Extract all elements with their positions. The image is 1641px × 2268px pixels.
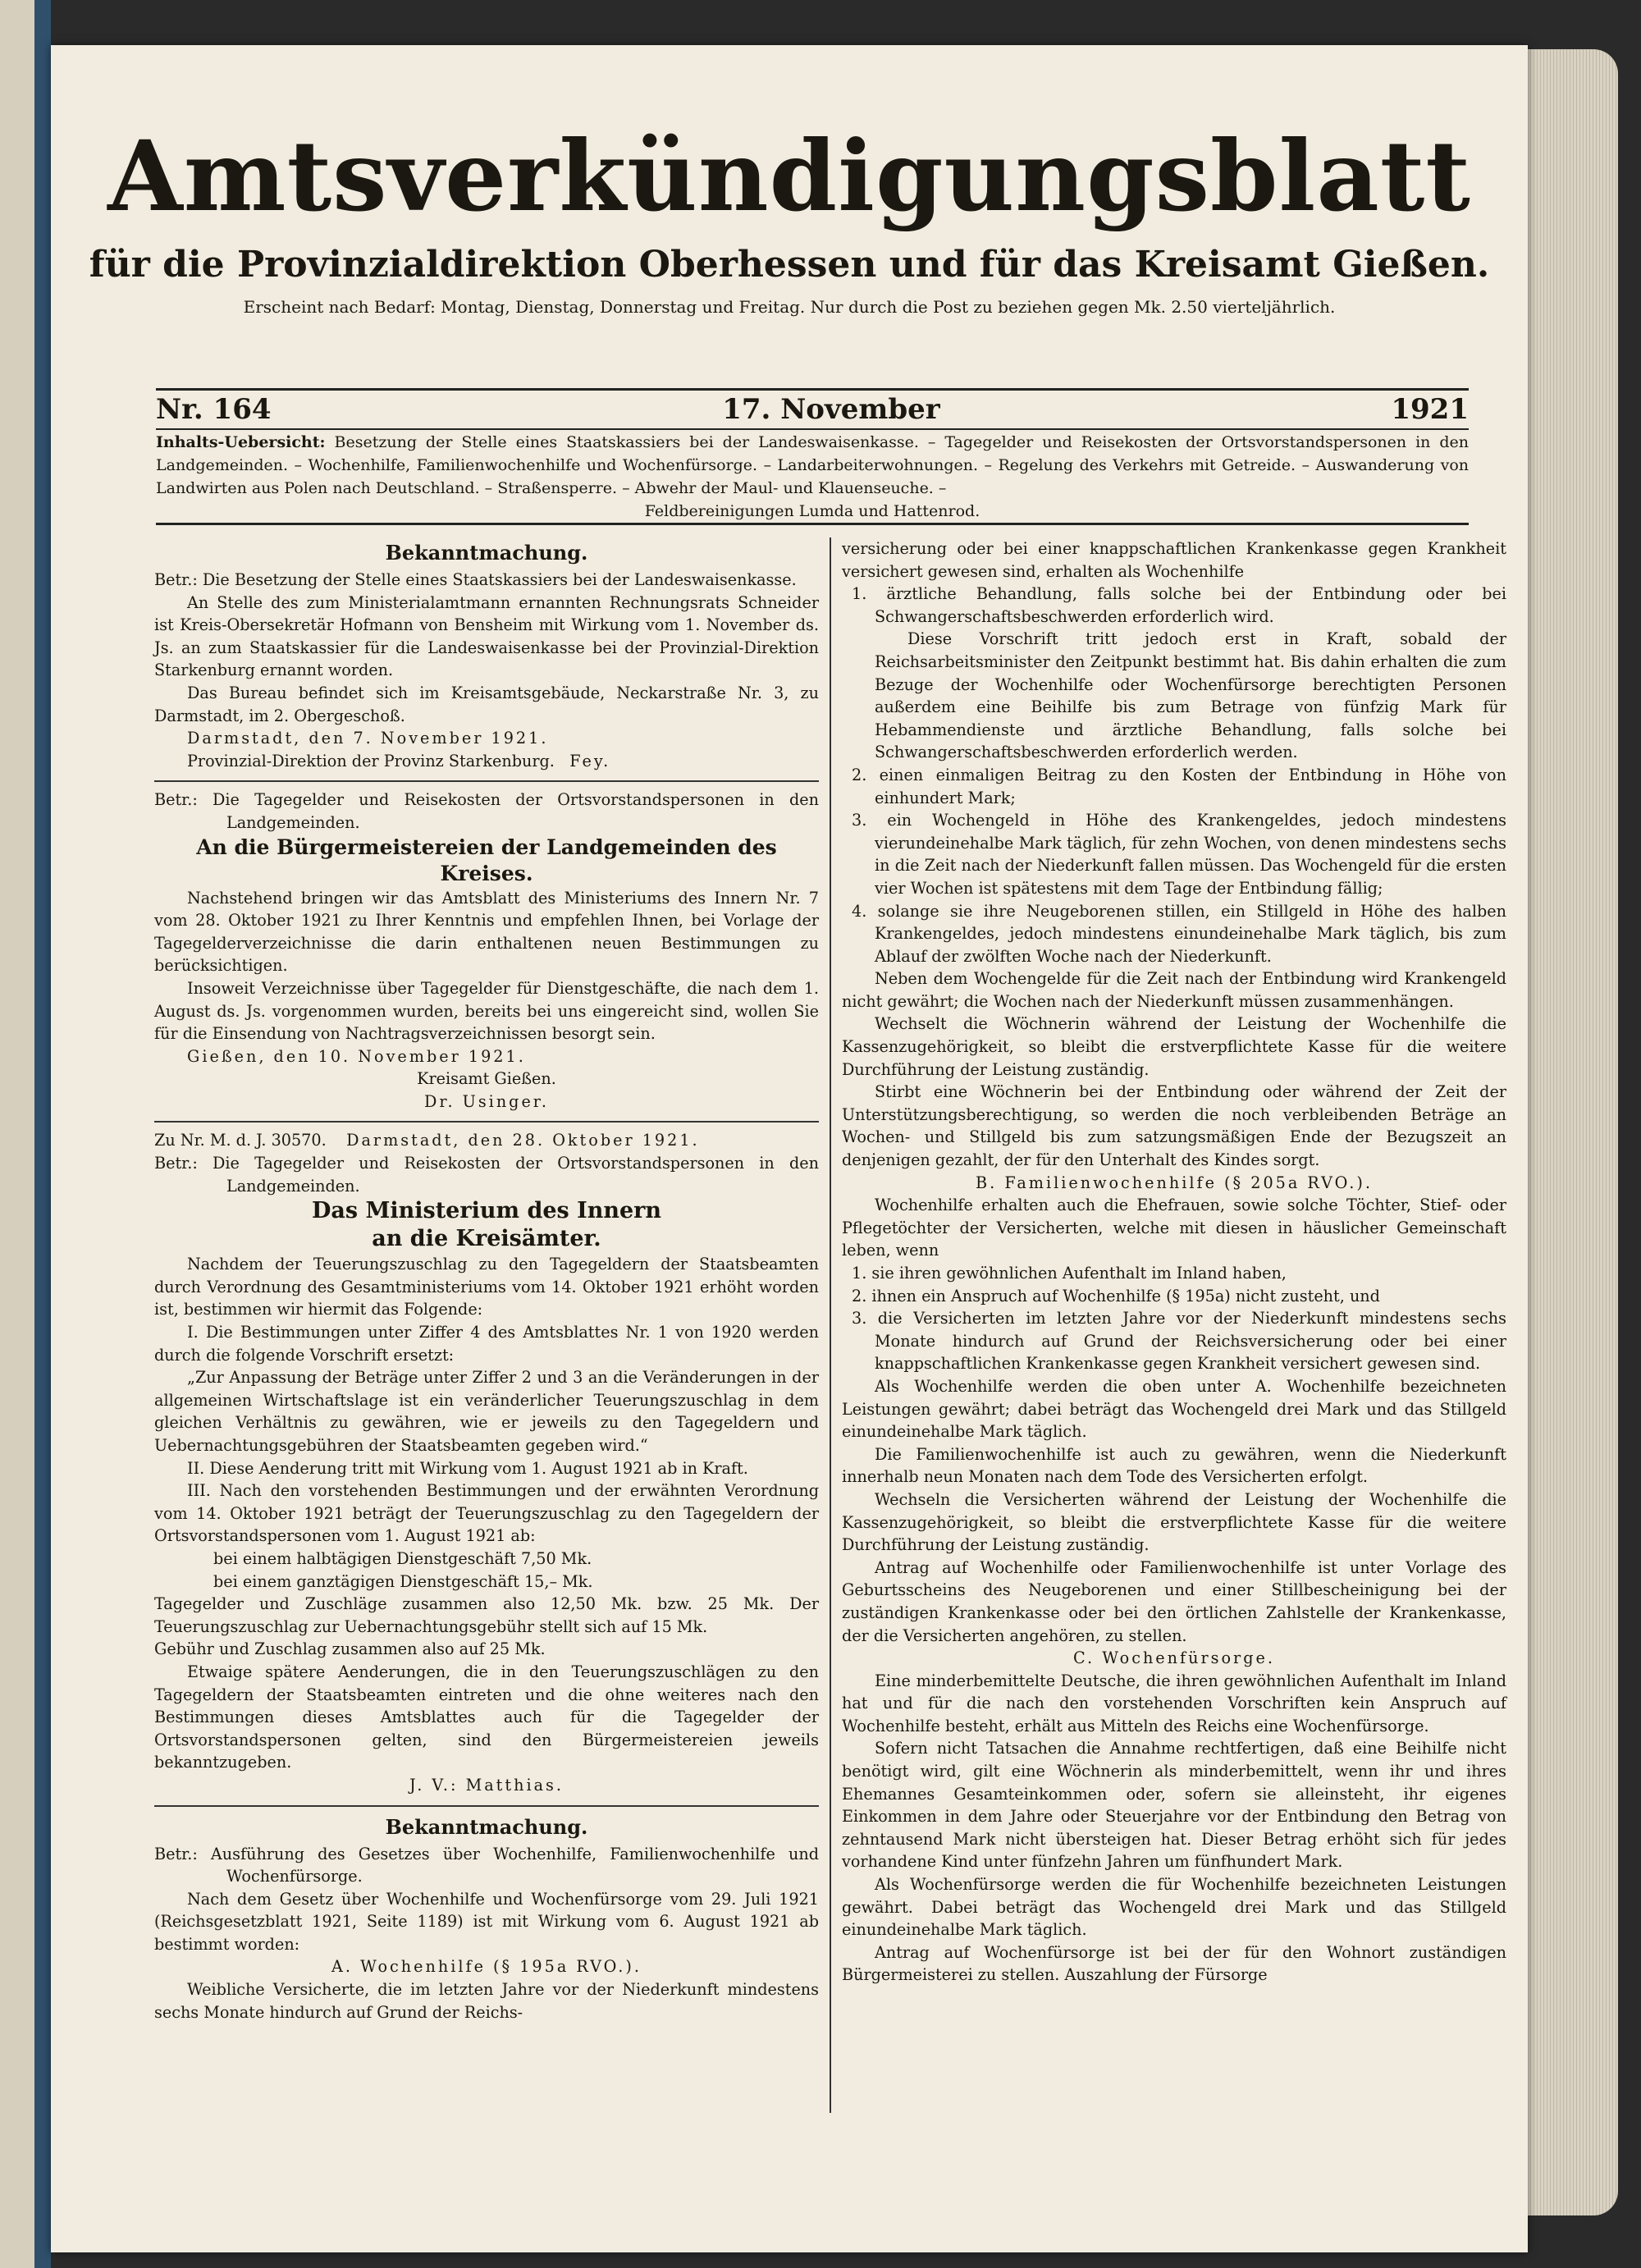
paragraph: Wechselt die Wöchnerin während der Leistung der Wochenhilfe die Kassenzugehörigkeit, so bleibt die erstverpflichtete Kasse für die weitere Durchführung der Leistung zuständig. — [842, 1014, 1506, 1079]
issue-number: Nr. 164 — [156, 393, 272, 426]
section-heading: Bekanntmachung. — [385, 541, 588, 565]
paragraph: III. Nach den vorstehenden Bestimmungen und der erwähnten Verordnung vom 14. Oktober 1921 beträgt der Teuerungszuschlag zu den Tagegeldern der Ortsvorstandspersonen vom 1. August 1921 ab: — [154, 1481, 819, 1546]
quotation: „Zur Anpassung der Beträge unter Ziffer 2 und 3 an die Veränderungen in der allgemeinen Wirtschaftslage ist ein veränderlicher Teuerungszuschlag in dem gleichen Verhältnis zu gewähren, wie er jeweils zu den Tagegeldern und Uebernachtungsgebühren der Staatsbeamten gegeben wird.“ — [154, 1368, 819, 1455]
list-item: 3. ein Wochengeld in Höhe des Krankengeldes, jedoch mindestens vierundeinehalbe Mark täglich, für zehn Wochen, von denen mindestens sechs in die Zeit nach der Niederkunft fallen müssen. Das Wochengeld für die ersten vier Wochen ist spätestens mit dem Tage der Entbindung fällig; — [852, 811, 1506, 898]
paragraph: Stirbt eine Wöchnerin bei der Entbindung oder während der Zeit der Unterstützungsberechtigung, so werden die noch verbleibenden Beträge an Wochen- und Stillgeld bis zum satzungsmäßigen Ende der Bezugszeit an denjenigen gezahlt, der für den Unterhalt des Kindes sorgt. — [842, 1082, 1506, 1170]
section-heading: Das Ministerium des Innern — [311, 1198, 662, 1224]
table-of-contents — [156, 431, 1469, 523]
authority: Kreisamt Gießen. — [417, 1069, 556, 1089]
list-item: 3. die Versicherten im letzten Jahre vor der Niederkunft mindestens sechs Monate hindurch auf Grund der Reichsversicherung oder bei einer knappschaftlichen Krankenkasse gegen Krankheit versichert gewesen sind. — [852, 1309, 1506, 1374]
section-separator — [154, 1805, 819, 1807]
column-divider — [830, 537, 831, 2113]
place-date: Darmstadt, den 7. November 1921. — [187, 729, 549, 748]
rate-line: bei einem halbtägigen Dienstgeschäft 7,50 Mk. — [213, 1548, 592, 1568]
signature: Fey. — [569, 751, 611, 770]
paragraph: Tagegelder und Zuschläge zusammen also 12,50 Mk. bzw. 25 Mk. Der Teuerungszuschlag zur Uebernachtungsgebühr stellt sich auf 15 Mk. — [154, 1594, 819, 1636]
left-column — [154, 537, 819, 2023]
section-heading: an die Kreisämter. — [372, 1226, 601, 1252]
reference-number: Zu Nr. M. d. J. 30570. — [154, 1131, 327, 1150]
betr-line: Betr.: Die Besetzung der Stelle eines Staatskassiers bei der Landeswaisenkasse. — [154, 570, 797, 589]
paragraph: II. Diese Aenderung tritt mit Wirkung vom 1. August 1921 ab in Kraft. — [187, 1458, 748, 1478]
publication-note: Erscheint nach Bedarf: Montag, Dienstag, Donnerstag und Freitag. Nur durch die Post zu beziehen gegen Mk. 2.50 vierteljährlich. — [243, 297, 1336, 317]
paragraph: Wechseln die Versicherten während der Leistung der Wochenhilfe die Kassenzugehörigkeit, so bleibt die erstverpflichtete Kasse für die weitere Durchführung der Leistung zuständig. — [842, 1489, 1506, 1555]
paragraph: Antrag auf Wochenhilfe oder Familienwochenhilfe ist unter Vorlage des Geburtsscheins des Neugeborenen und einer Stillbescheinigung bei der zuständigen Krankenkasse oder bei den örtlichen Zahlstelle der Krankenkasse, der die Versicherten angehören, zu stellen. — [842, 1557, 1506, 1645]
list-item: 2. ihnen ein Anspruch auf Wochenhilfe (§ 195a) nicht zusteht, und — [852, 1286, 1380, 1305]
paragraph: Insoweit Verzeichnisse über Tagegelder für Dienstgeschäfte, die nach dem 1. August ds. Js. vorgenommen wurden, bereits bei uns eingereicht sind, wollen Sie für die Einsendung von Nachtragsverzeichnissen besorgt sein. — [154, 978, 819, 1044]
issue-year: 1921 — [1391, 393, 1469, 426]
page-edges — [1528, 49, 1618, 2215]
signature-line — [154, 750, 819, 773]
right-column — [842, 537, 1506, 1987]
paragraph: Etwaige spätere Aenderungen, die in den Teuerungszuschlägen zu den Tagegeldern der Staatsbeamten eintreten und die ohne weiteres nach den Bestimmungen dieses Amtsblattes auch für die Tagegelder der Ortsvorstandspersonen gelten, sind den Bürgermeistereien jeweils bekanntzugeben. — [154, 1662, 819, 1772]
paragraph: I. Die Bestimmungen unter Ziffer 4 des Amtsblattes Nr. 1 von 1920 werden durch die folgende Vorschrift ersetzt: — [154, 1323, 819, 1365]
section-separator — [154, 1121, 819, 1123]
paragraph: An Stelle des zum Ministerialamtmann ernannten Rechnungsrats Schneider ist Kreis-Obersekretär Hofmann von Bensheim mit Wirkung vom 1. November ds. Js. an zum Staatskassier für die Landeswaisenkasse bei der Provinzial-Direktion Starkenburg ernannt worden. — [154, 592, 819, 680]
paragraph: Nach dem Gesetz über Wochenhilfe und Wochenfürsorge vom 29. Juli 1921 (Reichsgesetzblatt 1921, Seite 1189) ist mit Wirkung vom 6. August 1921 ab bestimmt worden: — [154, 1889, 819, 1954]
paragraph: Gebühr und Zuschlag zusammen also auf 25 Mk. — [154, 1639, 546, 1659]
paragraph: Als Wochenhilfe werden die oben unter A. Wochenhilfe bezeichneten Leistungen gewährt; dabei beträgt das Wochengeld drei Mark und das Stillgeld einundeinehalbe Mark täglich. — [842, 1376, 1506, 1442]
authority: Provinzial-Direktion der Provinz Starkenburg. — [187, 751, 555, 770]
toc-text: Besetzung der Stelle eines Staatskassiers bei der Landeswaisenkasse. – Tagegelder und Reisekosten der Ortsvorstandspersonen in den Landgemeinden. – Wochenhilfe, Familienwochenhilfe und Wochenfürsorge. – Landarbeiterwohnungen. – Regelung des Verkehrs mit Getreide. – Auswanderung von Landwirten aus Polen nach Deutschland. – Straßensperre. – Abwehr der Maul- und Klauenseuche. – — [156, 433, 1470, 497]
betr-line: Betr.: Die Tagegelder und Reisekosten der Ortsvorstandspersonen in den Landgemeinden. — [154, 790, 819, 832]
toc-last-line: Feldbereinigungen Lumda und Hattenrod. — [644, 502, 980, 520]
betr-line: Betr.: Die Tagegelder und Reisekosten der Ortsvorstandspersonen in den Landgemeinden. — [154, 1154, 819, 1196]
paragraph: Diese Vorschrift tritt jedoch erst in Kraft, sobald der Reichsarbeitsminister den Zeitpunkt bestimmt hat. Bis dahin erhalten die zum Bezuge der Wochenhilfe oder Wochenfürsorge berechtigten Personen außerdem eine Beihilfe bis zum Betrage von fünfzig Mark für Hebammendienste und ärztliche Behandlung, falls solche bei Schwangerschaftsbeschwerden erforderlich werden. — [875, 629, 1506, 762]
newspaper-page — [51, 45, 1528, 2252]
place-date: Darmstadt, den 28. Oktober 1921. — [346, 1131, 700, 1150]
reference-line — [154, 1129, 819, 1152]
signature: Dr. Usinger. — [424, 1091, 549, 1111]
paragraph: Wochenhilfe erhalten auch die Ehefrauen, sowie solche Töchter, Stief- oder Pflegetöchter der Versicherten, welche mit diesen in häuslicher Gemeinschaft leben, wenn — [842, 1196, 1506, 1260]
paragraph: Die Familienwochenhilfe ist auch zu gewähren, wenn die Niederkunft innerhalb neun Monaten nach dem Tode des Versicherten erfolgt. — [842, 1444, 1506, 1487]
paragraph: Nachstehend bringen wir das Amtsblatt des Ministeriums des Innern Nr. 7 vom 28. Oktober 1921 zu Ihrer Kenntnis und empfehlen Ihnen, bei Vorlage der Tagegelderverzeichnisse die darin enthaltenen neuen Bestimmungen zu berücksichtigen. — [154, 888, 819, 976]
paragraph: Weibliche Versicherte, die im letzten Jahre vor der Niederkunft mindestens sechs Monate hindurch auf Grund der Reichs- — [154, 1980, 819, 2022]
list-item: 4. solange sie ihre Neugeborenen stillen, ein Stillgeld in Höhe des halben Krankengeldes, jedoch mindestens einundeinehalbe Mark täglich, bis zum Ablauf der zwölften Woche nach der Niederkunft. — [852, 901, 1506, 966]
section-heading: Bekanntmachung. — [385, 1814, 588, 1839]
list-item: 1. ärztliche Behandlung, falls solche bei der Entbindung oder bei Schwangerschaftsbeschwerden erforderlich wird. — [852, 584, 1506, 626]
paragraph: Neben dem Wochengelde für die Zeit nach der Entbindung wird Krankengeld nicht gewährt; die Wochen nach der Niederkunft müssen zusammenhängen. — [842, 969, 1506, 1011]
issue-date: 17. November — [722, 393, 940, 426]
betr-line: Betr.: Ausführung des Gesetzes über Wochenhilfe, Familienwochenhilfe und Wochenfürsorge. — [154, 1844, 819, 1886]
paragraph: Sofern nicht Tatsachen die Annahme rechtfertigen, daß eine Beihilfe nicht benötigt wird, gilt eine Wöchnerin als minderbemittelt, wenn ihr und ihres Ehemannes Gesamteinkommen oder, sofern sie alleinsteht, ihr eigenes Einkommen in dem Jahre oder Steuerjahre vor der Entbindung den Betrag von zehntausend Mark nicht übersteigen hat. Dieser Betrag erhöht sich für jedes vorhandene Kind unter fünfzehn Jahren um fünfhundert Mark. — [842, 1739, 1506, 1872]
paragraph: Nachdem der Teuerungszuschlag zu den Tagegeldern der Staatsbeamten durch Verordnung des Gesamtministeriums vom 14. Oktober 1921 erhöht worden ist, bestimmen wir hiermit das Folgende: — [154, 1255, 819, 1319]
paragraph: versicherung oder bei einer knappschaftlichen Krankenkasse gegen Krankheit versichert gewesen sind, erhalten als Wochenhilfe — [842, 539, 1506, 581]
subsection-title: C. Wochenfürsorge. — [1073, 1648, 1275, 1668]
masthead-subtitle: für die Provinzialdirektion Oberhessen und für das Kreisamt Gießen. — [89, 244, 1490, 286]
paragraph: Antrag auf Wochenfürsorge ist bei der für den Wohnort zuständigen Bürgermeisterei zu stellen. Auszahlung der Fürsorge — [842, 1942, 1506, 1985]
facing-page-edge — [0, 0, 37, 2268]
header-rule — [156, 523, 1469, 525]
toc-label: Inhalts-Uebersicht: — [156, 433, 326, 451]
section-separator — [154, 780, 819, 782]
subsection-title: A. Wochenhilfe (§ 195a RVO.). — [331, 1957, 642, 1977]
rate-line: bei einem ganztägigen Dienstgeschäft 15,– Mk. — [213, 1571, 593, 1591]
paragraph: Das Bureau befindet sich im Kreisamtsgebäude, Neckarstraße Nr. 3, zu Darmstadt, im 2. Obergeschoß. — [154, 683, 819, 725]
paragraph: Als Wochenfürsorge werden die für Wochenhilfe bezeichneten Leistungen gewährt. Dabei beträgt das Wochengeld drei Mark und das Stillgeld einundeinehalbe Mark täglich. — [842, 1875, 1506, 1940]
list-item: 1. sie ihren gewöhnlichen Aufenthalt im Inland haben, — [852, 1264, 1287, 1283]
issue-line — [156, 388, 1469, 430]
section-heading: An die Bürgermeistereien der Landgemeinden des Kreises. — [196, 834, 777, 885]
subsection-title: B. Familienwochenhilfe (§ 205a RVO.). — [976, 1173, 1373, 1192]
list-item: 2. einen einmaligen Beitrag zu den Kosten der Entbindung in Höhe von einhundert Mark; — [852, 765, 1506, 807]
paragraph: Eine minderbemittelte Deutsche, die ihren gewöhnlichen Aufenthalt im Inland hat und für die nach den vorstehenden Vorschriften kein Anspruch auf Wochenhilfe besteht, erhält aus Mitteln des Reichs eine Wochenfürsorge. — [842, 1671, 1506, 1735]
place-date: Gießen, den 10. November 1921. — [187, 1046, 526, 1066]
book-spine — [34, 0, 51, 2268]
masthead — [51, 119, 1528, 319]
masthead-title: Amtsverkündigungsblatt — [107, 119, 1471, 233]
signature: J. V.: Matthias. — [409, 1775, 564, 1795]
